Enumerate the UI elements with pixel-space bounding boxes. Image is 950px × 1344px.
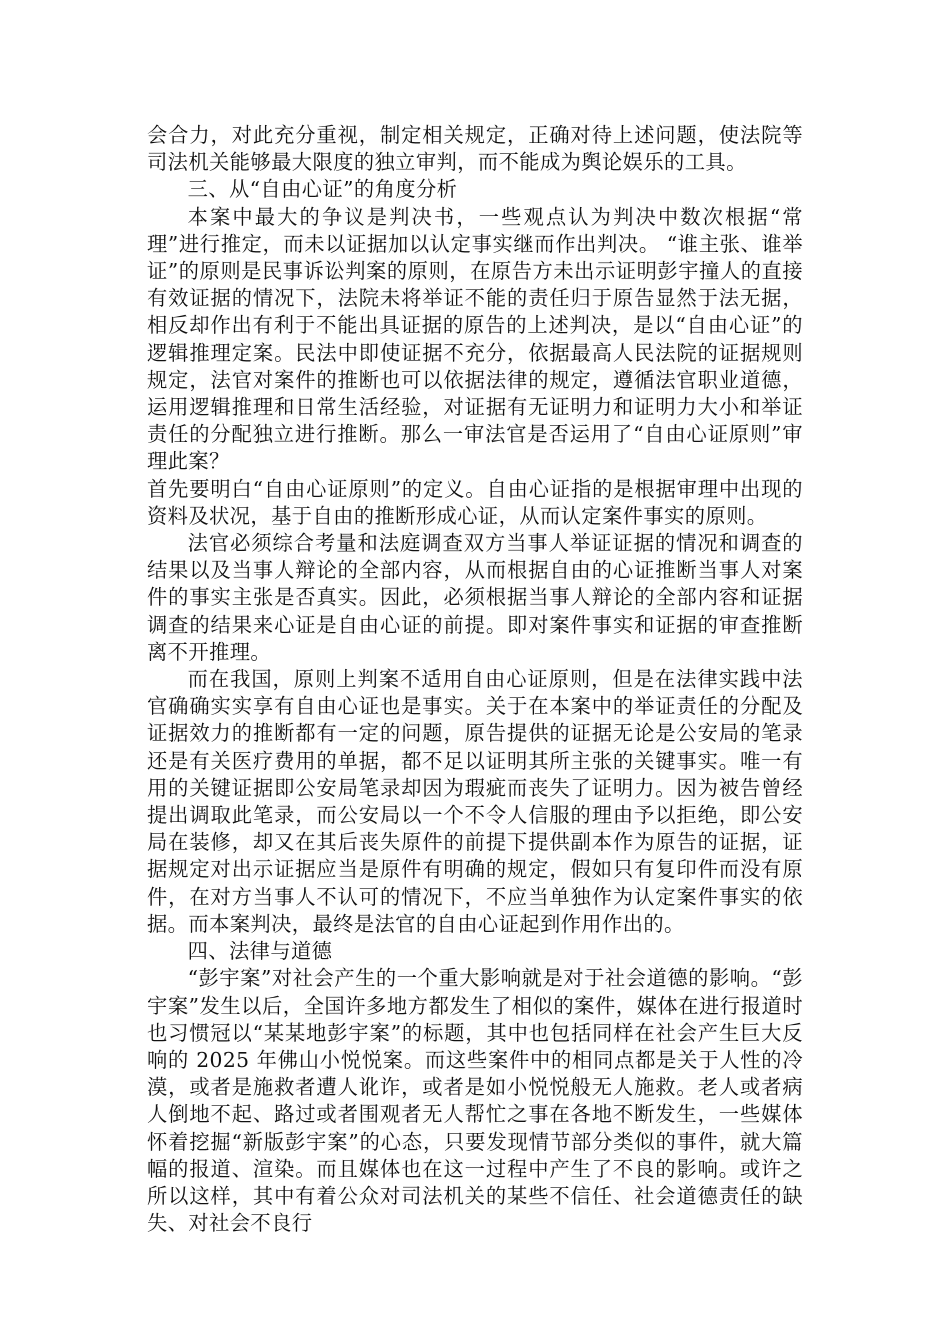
- paragraph-continuation: 会合力，对此充分重视，制定相关规定，正确对待上述问题，使法院等司法机关能够最大限度的独立审判，而不能成为舆论娱乐的工具。: [147, 123, 803, 175]
- section-heading-4: 四、法律与道德: [187, 939, 333, 964]
- paragraph-china-practice: 而在我国，原则上判案不适用自由心证原则，但是在法律实践中法官确确实实享有自由心证也是事实。关于在本案中的举证责任的分配及证据效力的推断都有一定的问题，原告提供的证据无论是公安局的笔录还是有关医疗费用的单据，都不足以证明其所主张的关键事实。唯一有用的关键证据即公安局笔录却因为瑕疵而丧失了证明力。因为被告曾经提出调取此笔录，而公安局以一个不令人信服的理由予以拒绝，即公安局在装修，却又在其后丧失原件的前提下提供副本作为原告的证据，证据规定对出示证据应当是原件有明确的规定，假如只有复印件而没有原件，在对方当事人不认可的情况下，不应当单独作为认定案件事实的依据。而本案判决，最终是法官的自由心证起到作用作出的。: [147, 667, 803, 936]
- paragraph-dispute: 本案中最大的争议是判决书，一些观点认为判决中数次根据“常理”进行推定，而未以证据加以认定事实继而作出判决。 “谁主张、谁举证”的原则是民事诉讼判案的原则，在原告方未出示证明彭宇撞人的直接有效证据的情况下，法院未将举证不能的责任归于原告显然于法无据，相反却作出有利于不能出具证据的原告的上述判决，是以“自由心证”的逻辑推理定案。民法中即使证据不充分，依据最高人民法院的证据规则规定，法官对案件的推断也可以依据法律的规定，遵循法官职业道德，运用逻辑推理和日常生活经验，对证据有无证明力和证明力大小和举证责任的分配独立进行推断。那么一审法官是否运用了“自由心证原则”审理此案？: [147, 204, 803, 474]
- paragraph-judge-consideration: 法官必须综合考量和法庭调查双方当事人举证证据的情况和调查的结果以及当事人辩论的全部内容，从而根据自由的心证推断当事人对案件的事实主张是否真实。因此，必须根据当事人辩论的全部内容和证据调查的结果来心证是自由心证的前提。即对案件事实和证据的审查推断离不开推理。: [147, 531, 803, 664]
- paragraph-social-impact: “彭宇案”对社会产生的一个重大影响就是对于社会道德的影响。“彭宇案”发生以后，全国许多地方都发生了相似的案件，媒体在进行报道时也习惯冠以“某某地彭宇案”的标题，其中也包括同样在社会产生巨大反响的 2025 年佛山小悦悦案。而这些案件中的相同点都是关于人性的冷漠，或者是施救者遭人讹诈，或者是如小悦悦般无人施救。老人或者病人倒地不起、路过或者围观者无人帮忙之事在各地不断发生，一些媒体怀着挖掘“新版彭宇案”的心态，只要发现情节部分类似的事件，就大篇幅的报道、渲染。而且媒体也在这一过程中产生了不良的影响。或许之所以这样，其中有着公众对司法机关的某些不信任、社会道德责任的缺失、对社会不良行: [147, 966, 803, 1236]
- section-heading-3: 三、从“自由心证”的角度分析: [187, 177, 458, 202]
- document-page: [147, 122, 803, 1237]
- paragraph-definition: 首先要明白“自由心证原则”的定义。自由心证指的是根据审理中出现的资料及状况，基于自由的推断形成心证，从而认定案件事实的原则。: [147, 476, 803, 528]
